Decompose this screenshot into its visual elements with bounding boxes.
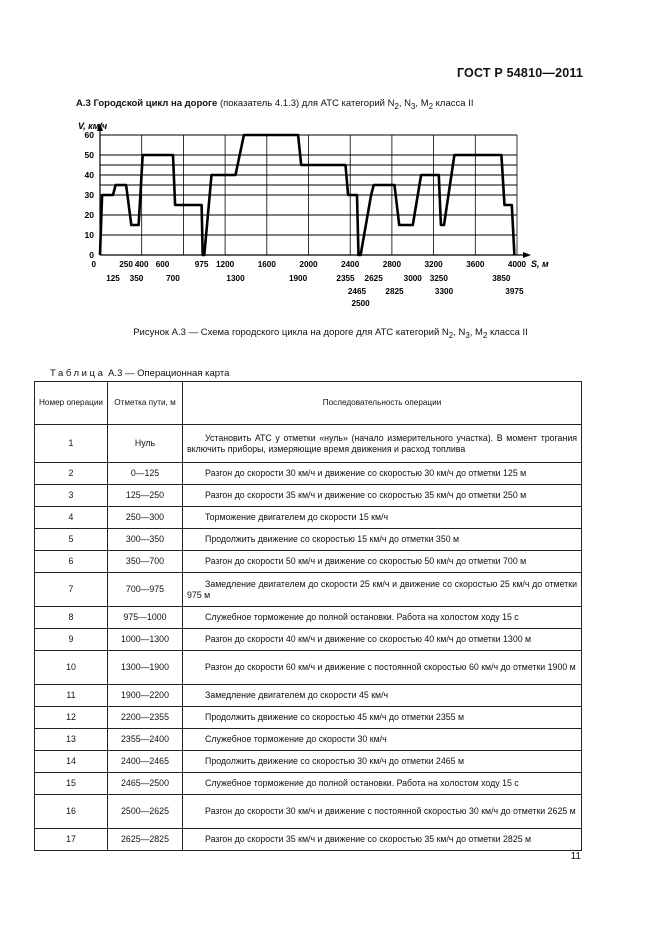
x-tick-label: 3300	[434, 287, 454, 296]
page-number: 11	[570, 851, 581, 862]
x-tick-label: 700	[166, 274, 180, 283]
x-tick-label: 3200	[424, 260, 443, 269]
section-heading	[76, 98, 473, 111]
path-mark-cell: Нуль	[108, 425, 183, 463]
table-row	[35, 607, 582, 629]
y-tick-label: 50	[84, 150, 94, 160]
x-tick-label: 3850	[492, 274, 511, 283]
header-path-mark: Отметка пути, м	[108, 382, 183, 425]
path-mark-cell: 2355—2400	[108, 729, 183, 751]
y-tick-label: 40	[84, 170, 94, 180]
op-sequence-cell: Разгон до скорости 60 км/ч и движение с постоянной скоростью 60 км/ч до отметки 1900 м	[183, 651, 582, 685]
section-number: А.3	[76, 98, 91, 109]
op-number-cell: 2	[35, 463, 108, 485]
x-tick-label: 2800	[382, 260, 402, 269]
chart-tick-labels	[85, 130, 527, 308]
table-row	[35, 829, 582, 851]
table-row	[35, 573, 582, 607]
table-row	[35, 651, 582, 685]
x-tick-label: 350	[129, 274, 144, 283]
op-sequence-cell: Служебное торможение до скорости 30 км/ч	[183, 729, 582, 751]
y-axis-label: V, км/ч	[78, 121, 108, 131]
table-caption-text: А.3 — Операционная карта	[105, 368, 230, 379]
x-tick-label: 1200	[215, 260, 235, 269]
op-number-cell: 8	[35, 607, 108, 629]
op-number-cell: 17	[35, 829, 108, 851]
y-tick-label: 0	[89, 250, 94, 260]
path-mark-cell: 2400—2465	[108, 751, 183, 773]
path-mark-cell: 350—700	[108, 551, 183, 573]
op-sequence-cell: Торможение двигателем до скорости 15 км/ч	[183, 507, 582, 529]
y-tick-label: 20	[84, 210, 94, 220]
op-number-cell: 5	[35, 529, 108, 551]
figure-caption	[0, 327, 661, 340]
table-row	[35, 685, 582, 707]
path-mark-cell: 125—250	[108, 485, 183, 507]
path-mark-cell: 250—300	[108, 507, 183, 529]
caption-text-d: класса II	[487, 327, 528, 338]
op-sequence-cell: Служебное торможение до полной остановки. Работа на холостом ходу 15 с	[183, 607, 582, 629]
path-mark-cell: 2465—2500	[108, 773, 183, 795]
table-row	[35, 795, 582, 829]
x-tick-label: 1600	[257, 260, 276, 269]
path-mark-cell: 1300—1900	[108, 651, 183, 685]
table-row	[35, 425, 582, 463]
header-op-sequence: Последовательность операции	[183, 382, 582, 425]
x-tick-label: 3600	[466, 260, 485, 269]
path-mark-cell: 2500—2625	[108, 795, 183, 829]
path-mark-cell: 700—975	[108, 573, 183, 607]
op-sequence-cell: Замедление двигателем до скорости 25 км/ч и движение со скоростью 25 км/ч до отметки 975 м	[183, 573, 582, 607]
section-text-d: класса II	[433, 98, 474, 109]
op-number-cell: 4	[35, 507, 108, 529]
section-text-b: , N	[398, 98, 412, 109]
path-mark-cell: 2625—2825	[108, 829, 183, 851]
table-row	[35, 529, 582, 551]
path-mark-cell: 1900—2200	[108, 685, 183, 707]
op-sequence-cell: Установить АТС у отметки «нуль» (начало измерительного участка). В момент трогания включить приборы, измеряющие время движения и расход топлива	[183, 425, 582, 463]
section-sub-1: 2	[394, 101, 399, 111]
x-tick-label: 1300	[226, 274, 245, 283]
table-row	[35, 551, 582, 573]
y-tick-label: 30	[84, 190, 94, 200]
op-sequence-cell: Продолжить движение со скоростью 45 км/ч до отметки 2355 м	[183, 707, 582, 729]
path-mark-cell: 1000—1300	[108, 629, 183, 651]
table-row	[35, 629, 582, 651]
table-row	[35, 507, 582, 529]
caption-text-b: , N	[453, 327, 466, 338]
table-row	[35, 463, 582, 485]
caption-text-a: Рисунок А.3 — Схема городского цикла на дороге для АТС категорий N	[133, 327, 449, 338]
op-number-cell: 10	[35, 651, 108, 685]
table-caption-label: Таблица	[50, 368, 106, 379]
op-number-cell: 16	[35, 795, 108, 829]
x-tick-label: 0	[91, 260, 96, 269]
x-tick-label: 3250	[429, 274, 448, 283]
op-sequence-cell: Продолжить движение со скоростью 30 км/ч до отметки 2465 м	[183, 751, 582, 773]
x-tick-label: 125	[106, 274, 120, 283]
x-tick-label: 2465	[347, 287, 367, 296]
op-number-cell: 6	[35, 551, 108, 573]
y-tick-label: 10	[84, 230, 94, 240]
table-row	[35, 729, 582, 751]
op-number-cell: 13	[35, 729, 108, 751]
op-number-cell: 11	[35, 685, 108, 707]
chart-grid	[100, 135, 517, 255]
section-title: Городской цикл на дороге	[93, 98, 218, 109]
x-tick-label: 2000	[299, 260, 318, 269]
speed-cycle-chart	[0, 110, 661, 320]
operations-table	[34, 381, 582, 851]
table-caption	[50, 368, 229, 379]
section-sub-3: 2	[428, 101, 434, 111]
chart-axes	[97, 123, 531, 258]
x-tick-label: 250	[119, 260, 133, 269]
op-sequence-cell: Разгон до скорости 40 км/ч и движение со скоростью 40 км/ч до отметки 1300 м	[183, 629, 582, 651]
op-sequence-cell: Разгон до скорости 35 км/ч и движение со скоростью 35 км/ч до отметки 250 м	[183, 485, 582, 507]
x-tick-label: 3975	[505, 287, 524, 296]
op-sequence-cell: Замедление двигателем до скорости 45 км/ч	[183, 685, 582, 707]
caption-sub-3: 2	[482, 330, 488, 340]
caption-sub-1: 2	[448, 330, 454, 340]
op-sequence-cell: Продолжить движение со скоростью 15 км/ч до отметки 350 м	[183, 529, 582, 551]
table-header-row	[35, 382, 582, 425]
x-tick-label: 2400	[341, 260, 360, 269]
x-tick-label: 4000	[507, 260, 527, 269]
op-number-cell: 9	[35, 629, 108, 651]
caption-sub-2: 3	[465, 330, 470, 340]
op-sequence-cell: Разгон до скорости 30 км/ч и движение с постоянной скоростью 30 км/ч до отметки 2625 м	[183, 795, 582, 829]
x-tick-label: 2500	[351, 299, 370, 308]
path-mark-cell: 0—125	[108, 463, 183, 485]
section-text-c: , M	[415, 98, 429, 109]
x-tick-label: 1900	[288, 274, 308, 283]
x-axis-label: S, м	[531, 259, 549, 269]
op-sequence-cell: Разгон до скорости 30 км/ч и движение со скоростью 30 км/ч до отметки 125 м	[183, 463, 582, 485]
x-tick-label: 400	[134, 260, 149, 269]
path-mark-cell: 975—1000	[108, 607, 183, 629]
x-axis-arrow	[523, 252, 531, 258]
op-number-cell: 12	[35, 707, 108, 729]
op-number-cell: 1	[35, 425, 108, 463]
op-number-cell: 3	[35, 485, 108, 507]
path-mark-cell: 2200—2355	[108, 707, 183, 729]
op-number-cell: 15	[35, 773, 108, 795]
section-text-a: (показатель 4.1.3) для АТС категорий N	[217, 98, 395, 109]
x-tick-label: 2355	[336, 274, 355, 283]
x-tick-label: 3000	[403, 274, 422, 283]
table-row	[35, 707, 582, 729]
header-op-number: Номер операции	[35, 382, 108, 425]
x-tick-label: 600	[155, 260, 170, 269]
x-tick-label: 2625	[364, 274, 383, 283]
x-tick-label: 975	[194, 260, 209, 269]
op-sequence-cell: Разгон до скорости 50 км/ч и движение со скоростью 50 км/ч до отметки 700 м	[183, 551, 582, 573]
table-row	[35, 773, 582, 795]
caption-text-c: , M	[469, 327, 483, 338]
op-number-cell: 7	[35, 573, 108, 607]
table-row	[35, 485, 582, 507]
x-tick-label: 2825	[385, 287, 404, 296]
section-sub-2: 3	[411, 101, 416, 111]
op-number-cell: 14	[35, 751, 108, 773]
op-sequence-cell: Разгон до скорости 35 км/ч и движение со скоростью 35 км/ч до отметки 2825 м	[183, 829, 582, 851]
document-code: ГОСТ Р 54810—2011	[456, 66, 583, 80]
table-row	[35, 751, 582, 773]
path-mark-cell: 300—350	[108, 529, 183, 551]
op-sequence-cell: Служебное торможение до полной остановки. Работа на холостом ходу 15 с	[183, 773, 582, 795]
y-tick-label: 60	[84, 130, 94, 140]
